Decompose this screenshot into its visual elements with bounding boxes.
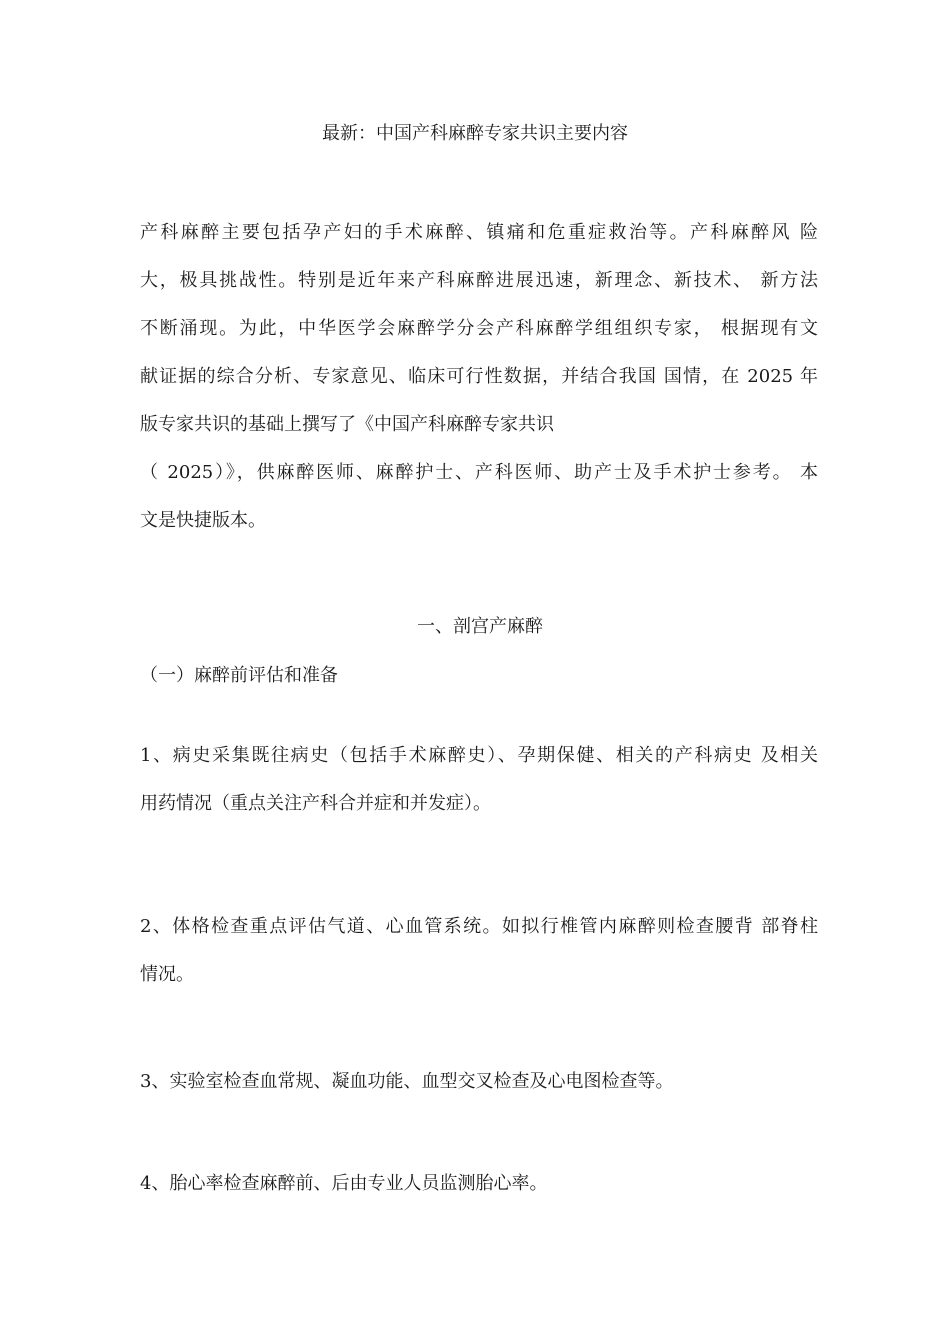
intro-line: 文是快捷版本。 bbox=[140, 510, 266, 531]
section-heading: 一、剖宫产麻醉 bbox=[417, 616, 543, 637]
list-item-line: 3、实验室检查血常规、凝血功能、血型交叉检查及心电图检查等。 bbox=[140, 1071, 674, 1092]
list-item-line: 用药情况（重点关注产科合并症和并发症）。 bbox=[140, 793, 491, 814]
intro-line: （ 2025）》，供麻醉医师、麻醉护士、产科医师、助产士及手术护士参考。 本 bbox=[140, 462, 818, 483]
list-item-line: 2、体格检查重点评估气道、心血管系统。如拟行椎管内麻醉则检查腰背 部脊柱 bbox=[140, 916, 818, 937]
list-item-line: 1、病史采集既往病史（包括手术麻醉史）、孕期保健、相关的产科病史 及相关 bbox=[140, 745, 818, 766]
list-item bbox=[140, 732, 818, 828]
list-item bbox=[140, 1058, 818, 1106]
intro-line: 献证据的综合分析、专家意见、临床可行性数据，并结合我国 国情，在 2025 年 bbox=[140, 366, 818, 387]
list-item bbox=[140, 903, 818, 999]
subsection-heading: （一）麻醉前评估和准备 bbox=[140, 665, 338, 686]
list-item bbox=[140, 1160, 818, 1208]
list-item-line: 4、胎心率检查麻醉前、后由专业人员监测胎心率。 bbox=[140, 1173, 548, 1194]
intro-line: 产科麻醉主要包括孕产妇的手术麻醉、镇痛和危重症救治等。产科麻醉风 险 bbox=[140, 222, 818, 243]
list-item-line: 情况。 bbox=[140, 964, 194, 985]
intro-paragraph bbox=[140, 209, 818, 545]
intro-line: 版专家共识的基础上撰写了《中国产科麻醉专家共识 bbox=[140, 414, 554, 435]
document-title: 最新：中国产科麻醉专家共识主要内容 bbox=[322, 123, 628, 144]
intro-line: 大，极具挑战性。特别是近年来产科麻醉进展迅速，新理念、新技术、 新方法 bbox=[140, 270, 818, 291]
intro-line: 不断涌现。为此，中华医学会麻醉学分会产科麻醉学组组织专家， 根据现有文 bbox=[140, 318, 818, 339]
